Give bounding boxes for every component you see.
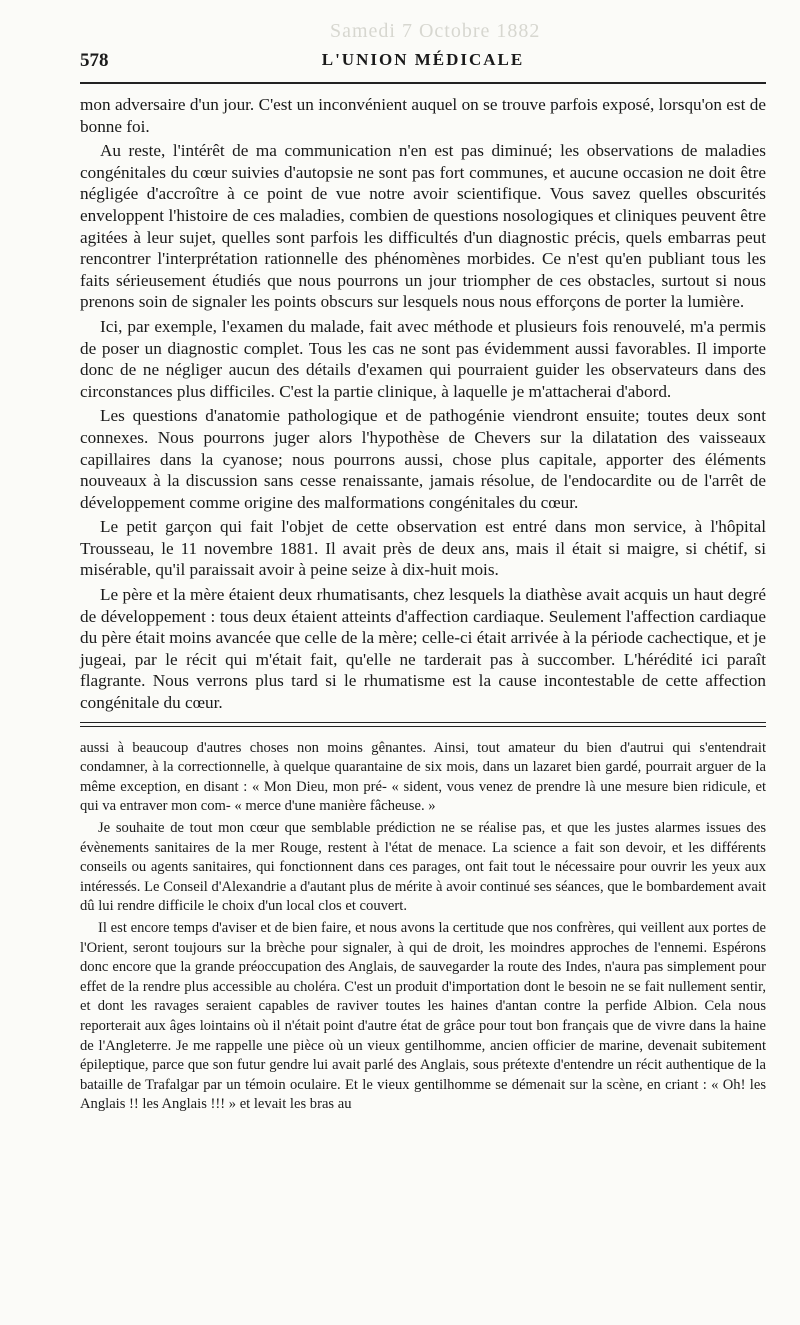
paragraph: Le petit garçon qui fait l'objet de cette observation est entré dans mon service, à l'hôpital Trousseau, le 11 novembre 1881. Il avait près de deux ans, mais il était si maigre, si chétif, si misérable, qu'il paraissait avoir à peine seize à dix-huit mois. xyxy=(80,517,766,580)
header-rule xyxy=(80,82,766,84)
page-number: 578 xyxy=(80,50,109,71)
journal-title: L'UNION MÉDICALE xyxy=(321,50,525,69)
feuilleton-paragraph: Il est encore temps d'aviser et de bien faire, et nous avons la certitude que nos confrères, qui veillent aux portes de l'Orient, seront toujours sur la brèche pour signaler, à qui de droit, les moindres approches de l'ennemi. Espérons donc encore que la grande préoccupation des Anglais, de sauvegarder la route des Indes, n'aura pas simplement pour effet de la rendre plus accessible au choléra. C'est un produit d'importation dont le besoin ne se fait nullement sentir, et dont les ravages seraient capables de raviver toutes les haines d'antan contre la perfide Albion. Cela nous reporterait aux âges lointains où il n'était point d'autre état de grâce pour tout bon français que de vivre dans la haine de l'Angleterre. Je me rappelle une pièce où un vieux gentilhomme, ancien officier de marine, devenait subitement épileptique, parce que son futur gendre lui avait parlé des Anglais, sous prétexte d'entendre un récit authentique de la bataille de Trafalgar par un témoin oculaire. Et le vieux gentilhomme se démenait sur la scène, en criant : « Oh! les Anglais !! les Anglais !!! » et levait les bras au xyxy=(80,919,766,1113)
paragraph: mon adversaire d'un jour. C'est un inconvénient auquel on se trouve parfois exposé, lorsqu'on est de bonne foi. xyxy=(80,95,766,136)
feuilleton-paragraph: Je souhaite de tout mon cœur que semblable prédiction ne se réalise pas, et que les justes alarmes issues des évènements sanitaires de la mer Rouge, restent à l'état de menace. La science a fait son devoir, et les différents conseils ou agents sanitaires, qui fonctionnent dans ces parages, ont fait tout le nécessaire pour ouvrir les yeux aux intéressés. Le Conseil d'Alexandrie a d'autant plus de mérite à avoir continué ses séances, que le bombardement avait dû lui rendre difficile le choix d'un local clos et couvert. xyxy=(80,820,766,915)
feuilleton-section xyxy=(80,739,766,1115)
paragraph: Au reste, l'intérêt de ma communication n'en est pas diminué; les observations de maladies congénitales du cœur suivies d'autopsie ne sont pas fort communes, et aucune occasion ne doit être négligée d'accroître à ce point de vue notre avoir scientifique. Vous savez quelles obscurités enveloppent l'histoire de ces maladies, combien de questions nosologiques et cliniques peuvent être agitées à leur sujet, quelles sont parfois les difficultés d'un diagnostic précis, quels embarras peut rencontrer l'interprétation rationnelle des phénomènes morbides. Ce n'est qu'en publiant tous les faits sérieusement étudiés que nous pourrons un jour triompher de ces obstacles, surtout si nous prenons soin de signaler les points obscurs sur lesquels nous nous efforçons de porter la lumière. xyxy=(80,141,766,312)
running-head xyxy=(80,50,766,76)
paragraph: Les questions d'anatomie pathologique et de pathogénie viendront ensuite; toutes deux sont connexes. Nous pourrons juger alors l'hypothèse de Chevers sur la dilatation des vaisseaux capillaires dans la cyanose; nous pourrons aussi, chose plus capitale, apporter des éléments nouveaux à la discussion sans cesse renaissante, jamais résolue, de l'endocardite ou de l'arrêt de développement comme origine des malformations congénitales du cœur. xyxy=(80,406,766,512)
main-article xyxy=(80,94,766,714)
paragraph: Ici, par exemple, l'examen du malade, fait avec méthode et plusieurs fois renouvelé, m'a permis de poser un diagnostic complet. Tous les cas ne sont pas évidemment aussi favorables. Il importe donc de ne négliger aucun des détails d'examen qui pourraient guider les observateurs dans des circonstances plus difficiles. C'est la partie clinique, à laquelle je m'attacherai d'abord. xyxy=(80,316,766,401)
feuilleton-paragraph: aussi à beaucoup d'autres choses non moins gênantes. Ainsi, tout amateur du bien d'autrui qui s'entendrait condamner, à la correctionnelle, à quelque quarantaine de six mois, dans un lazaret bien gardé, pourrait arguer de la même exception, en disant : « Mon Dieu, mon pré- « sident, vous venez de prendre là une mesure bien ridicule, et qui va entraver mon com- « merce d'une manière fâcheuse. » xyxy=(80,739,766,815)
paragraph: Le père et la mère étaient deux rhumatisants, chez lesquels la diathèse avait acquis un haut degré de développement : tous deux étaient atteints d'affection cardiaque. Seulement l'affection cardiaque du père était moins avancée que celle de la mère; celle-ci était arrivée à la période cachectique, et je jugeai, par le récit qui m'était fait, qu'elle ne tarderait pas à succomber. L'hérédité ici paraît flagrante. Nous verrons plus tard si le rhumatisme est la cause incontestable de cette affection congénitale du cœur. xyxy=(80,585,766,713)
feuilleton-separator xyxy=(80,722,766,727)
bleed-through-text: Samedi 7 Octobre 1882 xyxy=(330,20,541,42)
